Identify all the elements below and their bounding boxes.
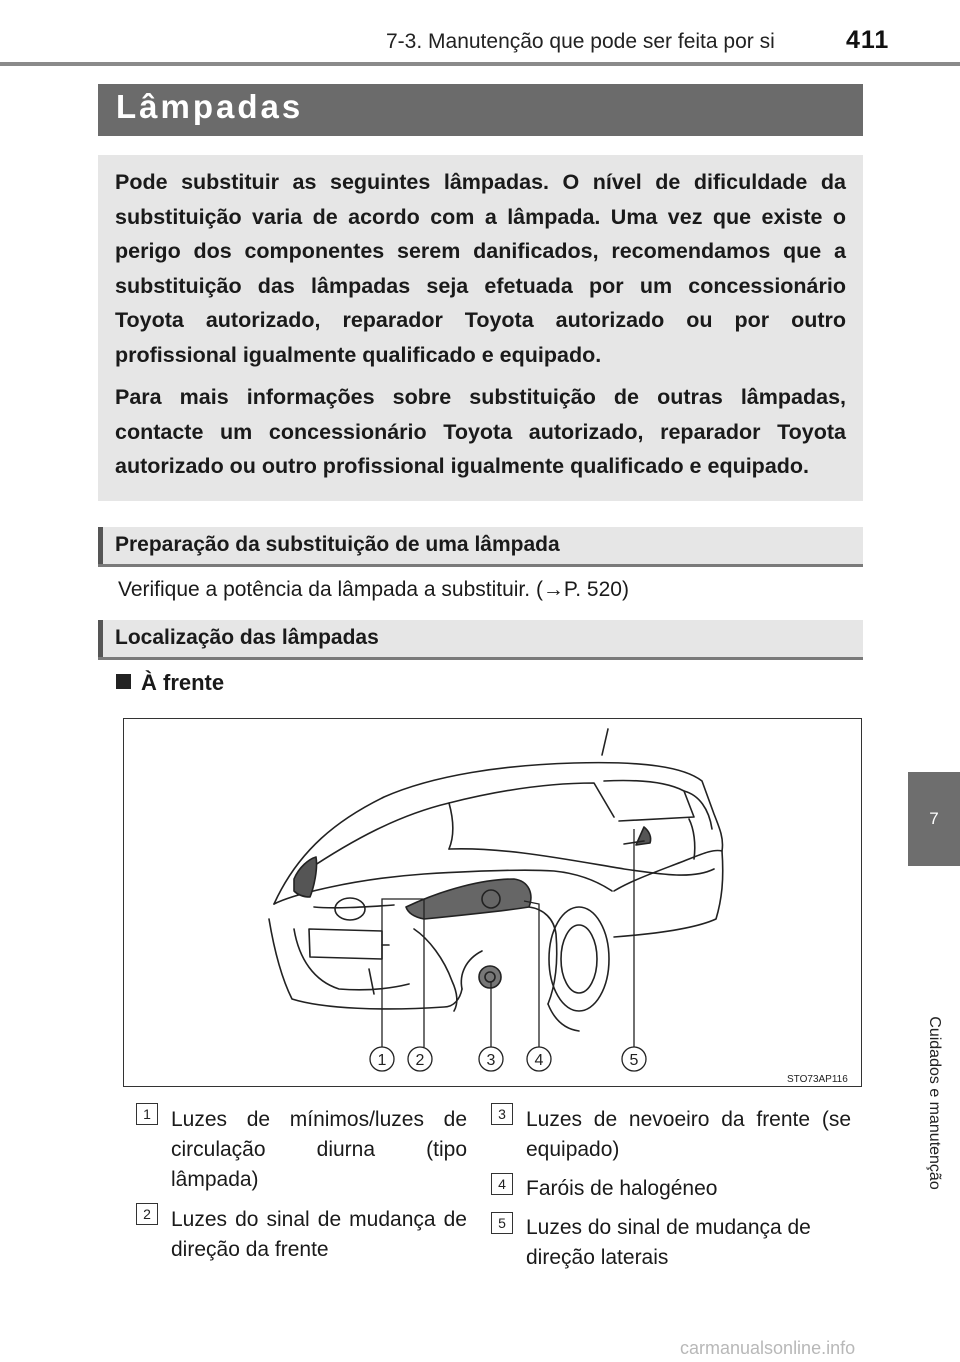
legend-text: Luzes do sinal de mudança de direção da frente <box>171 1208 467 1261</box>
car-figure <box>123 718 862 1087</box>
callout-1: 1 <box>377 1052 387 1069</box>
car-illustration <box>124 719 861 1086</box>
page-number: 411 <box>846 26 890 54</box>
legend-item-2 <box>171 1205 467 1265</box>
intro-box <box>98 155 863 501</box>
legend-text: Luzes de mínimos/luzes de circulação diurna (tipo lâmpada) <box>171 1108 467 1191</box>
callout-4: 4 <box>534 1052 544 1069</box>
legend-item-3 <box>526 1105 851 1165</box>
callout-3: 3 <box>486 1052 496 1069</box>
legend-number: 4 <box>491 1173 513 1195</box>
square-bullet-icon <box>116 674 131 689</box>
preparation-heading: Preparação da substituição de uma lâmpada <box>115 533 560 556</box>
legend-item-5 <box>526 1213 851 1273</box>
legend-item-4 <box>526 1174 851 1204</box>
chapter-tab[interactable]: 7 <box>908 772 960 866</box>
callout-5: 5 <box>629 1052 639 1069</box>
intro-paragraph-2: Para mais informações sobre substituição de outras lâmpadas, contacte um concessionário Toyota autorizado, reparador Toyota autorizado ou outro profissional igualmente qualificado e equipado. <box>115 385 846 478</box>
front-bullet <box>116 670 224 696</box>
location-heading-text: Localização das lâmpadas <box>115 626 379 649</box>
watermark: carmanualsonline.info <box>680 1338 856 1358</box>
figure-code: STO73AP116 <box>787 1074 848 1085</box>
front-subheading: À frente <box>141 670 225 695</box>
legend-number: 2 <box>136 1203 158 1225</box>
title-bar <box>98 84 863 136</box>
callout-markers <box>370 1047 646 1071</box>
page-title: Lâmpadas <box>116 88 304 125</box>
legend-text: Luzes do sinal de mudança de direção laterais <box>526 1216 811 1269</box>
callout-2: 2 <box>415 1052 425 1069</box>
legend-text: Luzes de nevoeiro da frente (se equipado) <box>526 1108 851 1161</box>
legend-text: Faróis de halogéneo <box>526 1177 718 1200</box>
section-header: 7-3. Manutenção que pode ser feita por si <box>386 30 775 53</box>
legend-item-1 <box>171 1105 467 1195</box>
header-divider <box>0 62 960 66</box>
legend-number: 3 <box>491 1103 513 1125</box>
location-heading-bar <box>98 620 863 660</box>
preparation-text: Verifique a potência da lâmpada a substituir. (→P. 520) <box>118 578 629 601</box>
heading-marker <box>98 620 103 657</box>
heading-marker <box>98 527 103 564</box>
chapter-label: Cuidados e manutenção <box>926 1016 943 1190</box>
intro-paragraph-1: Pode substituir as seguintes lâmpadas. O nível de dificuldade da substituição varia de acordo com a lâmpada. Uma vez que existe o perigo dos componentes serem danificados, recomendamos que a substituição das lâmpadas seja efetuada por um concessionário Toyota autorizado, reparador Toyota autorizado ou por outro profissional igualmente qualificado e equipado. <box>115 170 846 367</box>
legend-number: 1 <box>136 1103 158 1125</box>
location-heading <box>115 626 379 650</box>
preparation-heading-bar <box>98 527 863 567</box>
legend-number: 5 <box>491 1212 513 1234</box>
